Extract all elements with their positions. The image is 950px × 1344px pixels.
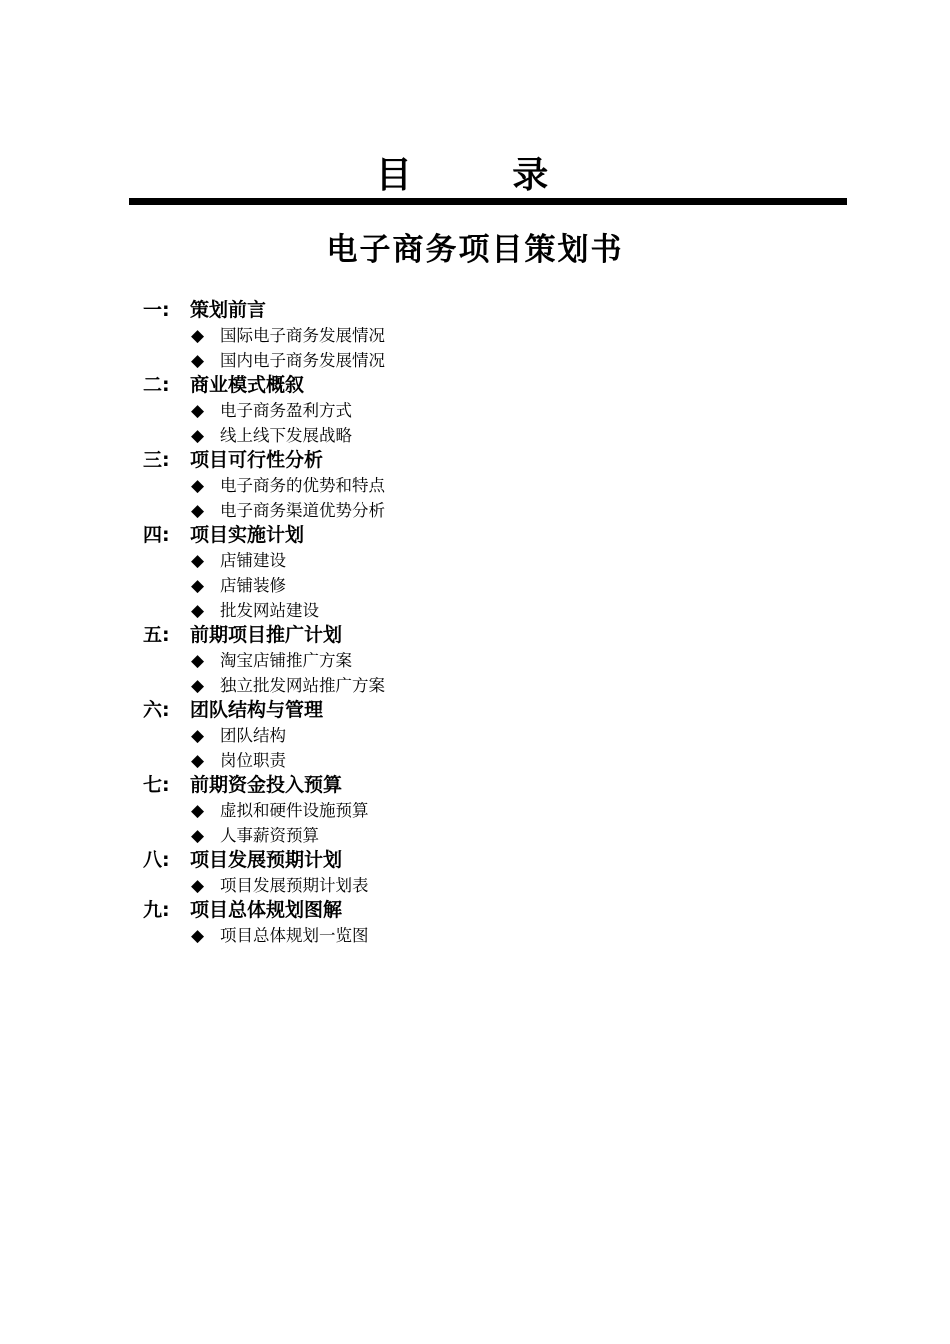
toc-section-title: 项目可行性分析: [190, 449, 324, 471]
black-diamond-icon: ◆: [191, 576, 205, 596]
toc-section-number: 二:: [143, 374, 170, 396]
toc-section-number: 四:: [143, 524, 170, 546]
toc-sub-item-label: 国际电子商务发展情况: [220, 326, 385, 345]
toc-sub-item-label: 电子商务渠道优势分析: [220, 501, 385, 520]
toc-sub-item[interactable]: [143, 923, 843, 948]
toc-sub-item[interactable]: [143, 798, 843, 823]
heading-divider: [129, 198, 847, 205]
black-diamond-icon: ◆: [191, 801, 205, 821]
black-diamond-icon: ◆: [191, 726, 205, 746]
toc-sub-item-label: 独立批发网站推广方案: [220, 676, 385, 695]
toc-sub-item-label: 人事薪资预算: [220, 826, 319, 845]
toc-sub-item[interactable]: [143, 573, 843, 598]
toc-sub-item-label: 虚拟和硬件设施预算: [220, 801, 369, 820]
toc-sub-item[interactable]: [143, 348, 843, 373]
toc-sub-item-label: 项目总体规划一览图: [220, 926, 369, 945]
toc-section-title: 团队结构与管理: [190, 699, 324, 721]
toc-sub-item[interactable]: [143, 873, 843, 898]
black-diamond-icon: ◆: [191, 551, 205, 571]
black-diamond-icon: ◆: [191, 676, 205, 696]
toc-section: [143, 848, 843, 898]
toc-sub-item[interactable]: [143, 423, 843, 448]
black-diamond-icon: ◆: [191, 601, 205, 621]
toc-sub-item-label: 国内电子商务发展情况: [220, 351, 385, 370]
toc-section-title: 前期资金投入预算: [190, 774, 343, 796]
toc-section-heading[interactable]: [143, 898, 843, 923]
toc-section-heading[interactable]: [143, 773, 843, 798]
black-diamond-icon: ◆: [191, 326, 205, 346]
toc-section: [143, 898, 843, 948]
toc-section-heading[interactable]: [143, 623, 843, 648]
toc-sub-item[interactable]: [143, 723, 843, 748]
toc-sub-item[interactable]: [143, 323, 843, 348]
toc-section-heading[interactable]: [143, 523, 843, 548]
toc-section-heading[interactable]: [143, 448, 843, 473]
toc-sub-item-label: 批发网站建设: [220, 601, 319, 620]
toc-section-number: 一:: [143, 299, 170, 321]
black-diamond-icon: ◆: [191, 751, 205, 771]
black-diamond-icon: ◆: [191, 501, 205, 521]
black-diamond-icon: ◆: [191, 876, 205, 896]
toc-sub-item[interactable]: [143, 648, 843, 673]
black-diamond-icon: ◆: [191, 426, 205, 446]
black-diamond-icon: ◆: [191, 351, 205, 371]
black-diamond-icon: ◆: [191, 926, 205, 946]
black-diamond-icon: ◆: [191, 651, 205, 671]
toc-section-heading[interactable]: [143, 373, 843, 398]
toc-section-heading[interactable]: [143, 848, 843, 873]
toc-section-title: 项目总体规划图解: [190, 899, 343, 921]
black-diamond-icon: ◆: [191, 476, 205, 496]
toc-section-number: 六:: [143, 699, 170, 721]
document-title: 电子商务项目策划书: [326, 232, 624, 268]
toc-section-title: 商业模式概叙: [190, 374, 305, 396]
black-diamond-icon: ◆: [191, 826, 205, 846]
toc-section-title: 策划前言: [190, 299, 267, 321]
toc-sub-item[interactable]: [143, 548, 843, 573]
toc-sub-item-label: 电子商务的优势和特点: [220, 476, 385, 495]
toc-sub-item-label: 岗位职责: [220, 751, 286, 770]
page-heading: 目 录: [375, 155, 593, 196]
toc-section: [143, 698, 843, 773]
toc-sub-item[interactable]: [143, 598, 843, 623]
toc-sub-item[interactable]: [143, 748, 843, 773]
toc-sub-item-label: 淘宝店铺推广方案: [220, 651, 352, 670]
toc-sub-item[interactable]: [143, 673, 843, 698]
toc-section-number: 八:: [143, 849, 170, 871]
toc-section-title: 前期项目推广计划: [190, 624, 343, 646]
toc-section: [143, 448, 843, 523]
toc-sub-item-label: 店铺装修: [220, 576, 286, 595]
toc-sub-item-label: 团队结构: [220, 726, 286, 745]
toc-sub-item[interactable]: [143, 498, 843, 523]
table-of-contents: [143, 298, 843, 948]
toc-section-heading[interactable]: [143, 698, 843, 723]
black-diamond-icon: ◆: [191, 401, 205, 421]
toc-sub-item-label: 店铺建设: [220, 551, 286, 570]
toc-section: [143, 523, 843, 623]
toc-section: [143, 373, 843, 448]
toc-sub-item[interactable]: [143, 473, 843, 498]
toc-section-number: 七:: [143, 774, 170, 796]
toc-section-number: 五:: [143, 624, 170, 646]
toc-section: [143, 623, 843, 698]
toc-section-title: 项目发展预期计划: [190, 849, 343, 871]
toc-section-title: 项目实施计划: [190, 524, 305, 546]
toc-sub-item-label: 电子商务盈利方式: [220, 401, 352, 420]
toc-sub-item[interactable]: [143, 823, 843, 848]
toc-sub-item-label: 项目发展预期计划表: [220, 876, 369, 895]
toc-section: [143, 773, 843, 848]
toc-sub-item[interactable]: [143, 398, 843, 423]
toc-section-number: 九:: [143, 899, 170, 921]
toc-sub-item-label: 线上线下发展战略: [220, 426, 352, 445]
toc-section: [143, 298, 843, 373]
toc-section-number: 三:: [143, 449, 170, 471]
toc-section-heading[interactable]: [143, 298, 843, 323]
